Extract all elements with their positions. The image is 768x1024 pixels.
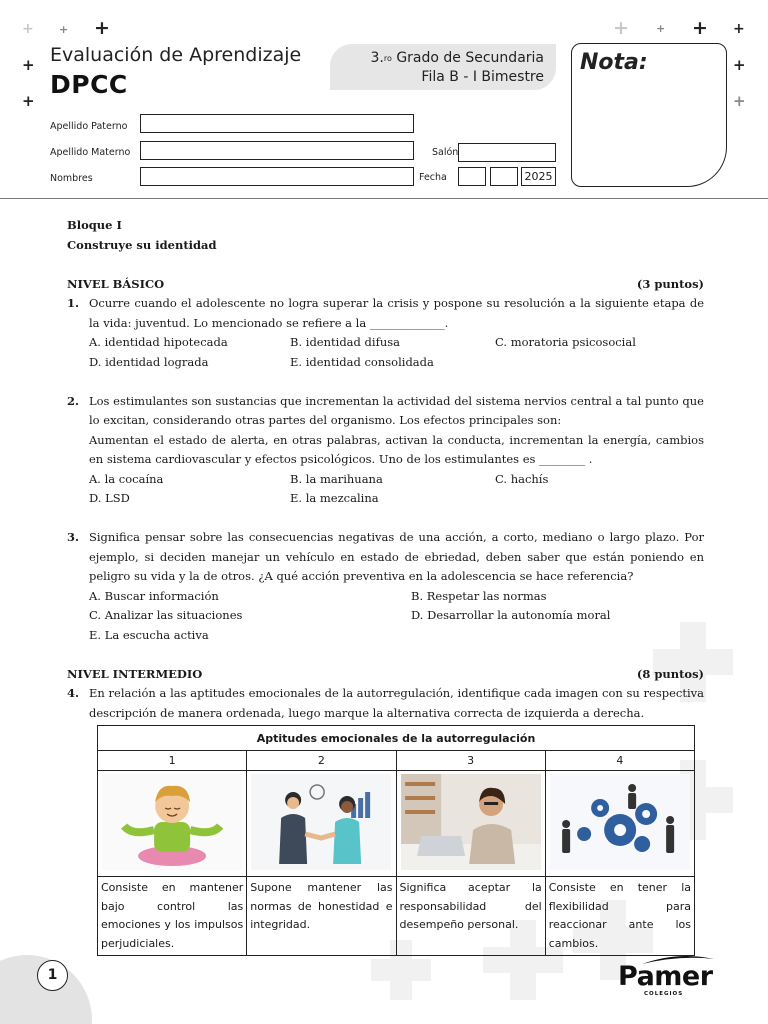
fecha-label: Fecha: [419, 172, 447, 183]
option-a[interactable]: A. la cocaína: [89, 471, 164, 486]
description-3: Significa aceptar la responsabilidad del desempeño personal.: [396, 877, 545, 956]
decor-plus-icon: +: [613, 17, 629, 39]
question-text: Los estimulantes son sustancias que incrementan la actividad del sistema nervios central a tal punto que lo excitan, considerando otras partes del organismo. Los efectos principales son:: [89, 393, 704, 427]
table-title: Aptitudes emocionales de la autorregulación: [98, 726, 695, 751]
option-d[interactable]: D. identidad lograda: [89, 354, 209, 369]
question-options: [89, 587, 704, 646]
nombres-label: Nombres: [50, 173, 93, 184]
woman-at-laptop-image: [401, 774, 541, 870]
autorregulacion-table: [97, 725, 695, 956]
salon-label: Salón: [432, 147, 459, 158]
column-number: 2: [247, 751, 396, 771]
header-divider: [0, 198, 768, 199]
question-options: [89, 470, 704, 509]
page-number: 1: [37, 960, 68, 991]
image-cell-1: [98, 771, 247, 877]
option-c[interactable]: C. Analizar las situaciones: [89, 608, 243, 622]
question-text: Ocurre cuando el adolescente no logra superar la crisis y pospone su resolución a la siguiente etapa de la vida: juventud. Lo mencionado se refiere a la _____________.: [89, 296, 704, 330]
column-number: 3: [396, 751, 545, 771]
grade-sup: ro: [383, 54, 392, 63]
option-b[interactable]: B. Respetar las normas: [411, 588, 547, 603]
fila-text: Fila B - I Bimestre: [421, 69, 544, 85]
decor-plus-icon: +: [59, 23, 69, 36]
fecha-month-field[interactable]: [490, 167, 518, 186]
grade-text: Grado de Secundaria: [391, 50, 544, 66]
gears-team-image: [550, 774, 690, 870]
option-d[interactable]: D. Desarrollar la autonomía moral: [411, 608, 611, 622]
question-number: 2.: [67, 393, 80, 408]
question-text-2: Aumentan el estado de alerta, en otras palabras, activan la conducta, incrementan la energía, cambios en sistema cardiovascular y efectos psicológicos. Uno de los estimulantes es ________ .: [89, 432, 704, 466]
question-4: [67, 684, 704, 723]
apellido-paterno-field[interactable]: [140, 114, 414, 133]
description-1: Consiste en mantener bajo control las emociones y los impulsos perjudiciales.: [98, 877, 247, 956]
grade-box: [330, 44, 556, 90]
option-c[interactable]: C. moratoria psicosocial: [495, 335, 636, 349]
nivel-intermedio-header: [67, 665, 704, 685]
bloque-label: Bloque I: [67, 218, 122, 232]
fecha-day-field[interactable]: [458, 167, 486, 186]
nota-label: Nota:: [580, 50, 648, 75]
column-number: 4: [545, 751, 694, 771]
decor-plus-icon: +: [733, 21, 745, 37]
grade-num: 3.: [370, 50, 384, 66]
fecha-year-field[interactable]: 2025: [521, 167, 556, 186]
column-number: 1: [98, 751, 247, 771]
decor-plus-icon: +: [656, 22, 666, 35]
decor-plus-icon: +: [22, 21, 34, 37]
exam-content: [67, 216, 704, 723]
image-cell-4: [545, 771, 694, 877]
salon-field[interactable]: [458, 143, 556, 162]
option-e[interactable]: E. la mezcalina: [290, 491, 379, 505]
option-c[interactable]: C. hachís: [495, 471, 549, 486]
option-b[interactable]: B. la marihuana: [290, 471, 383, 486]
question-2: [67, 392, 704, 509]
decor-plus-icon: +: [22, 56, 35, 74]
apellido-materno-label: Apellido Materno: [50, 147, 131, 158]
grade-score-box: [571, 43, 727, 187]
option-a[interactable]: A. identidad hipotecada: [89, 335, 228, 349]
question-number: 3.: [67, 530, 80, 544]
option-d[interactable]: D. LSD: [89, 491, 130, 505]
business-handshake-image: [251, 774, 391, 870]
nivel-basico-header: [67, 275, 704, 295]
image-cell-2: [247, 771, 396, 877]
option-e[interactable]: E. La escucha activa: [89, 627, 209, 642]
question-number: 1.: [67, 296, 80, 310]
description-4: Consiste en tener la flexibilidad para reaccionar ante los cambios.: [545, 877, 694, 956]
nivel-intermedio-points: (8 puntos): [636, 666, 704, 681]
nivel-basico-points: (3 puntos): [636, 276, 704, 291]
question-text: Significa pensar sobre las consecuencias negativas de una acción, a corto, mediano o largo plazo. Por ejemplo, si deciden manejar un vehículo en estado de ebriedad, deben saber que están poniendo en peligro su vida y la de otros. ¿A qué acción preventiva en la adolescencia se hace referencia?: [89, 530, 704, 583]
pamer-logo: [618, 955, 718, 1000]
decor-plus-icon: +: [733, 92, 746, 110]
option-e[interactable]: E. identidad consolidada: [290, 354, 434, 369]
logo-wordmark: Pamer: [618, 961, 713, 992]
apellido-materno-field[interactable]: [140, 141, 414, 160]
grade-line: [330, 49, 544, 68]
header-title: Evaluación de Aprendizaje: [50, 44, 302, 66]
question-1: [67, 294, 704, 372]
meditating-child-image: [102, 774, 242, 870]
decor-plus-icon: +: [94, 17, 110, 39]
question-number: 4.: [67, 686, 80, 700]
nivel-basico-label: NIVEL BÁSICO: [67, 276, 165, 291]
option-a[interactable]: A. Buscar información: [89, 588, 219, 603]
question-options: [89, 333, 704, 372]
bloque-title: Construye su identidad: [67, 237, 217, 252]
question-3: [67, 528, 704, 645]
nivel-intermedio-label: NIVEL INTERMEDIO: [67, 666, 203, 681]
decor-plus-icon: +: [733, 56, 746, 74]
question-text: En relación a las aptitudes emocionales de la autorregulación, identifique cada imagen con su respectiva descripción de manera ordenada, luego marque la alternativa correcta de izquierda a derecha.: [89, 686, 704, 720]
logo-subtitle: COLEGIOS: [644, 991, 684, 997]
decor-plus-icon: +: [22, 92, 35, 110]
description-2: Supone mantener las normas de honestidad e integridad.: [247, 877, 396, 956]
option-b[interactable]: B. identidad difusa: [290, 335, 401, 349]
apellido-paterno-label: Apellido Paterno: [50, 121, 128, 132]
decor-plus-icon: +: [692, 17, 708, 39]
image-cell-3: [396, 771, 545, 877]
nombres-field[interactable]: [140, 167, 414, 186]
header-subject: DPCC: [50, 70, 128, 99]
